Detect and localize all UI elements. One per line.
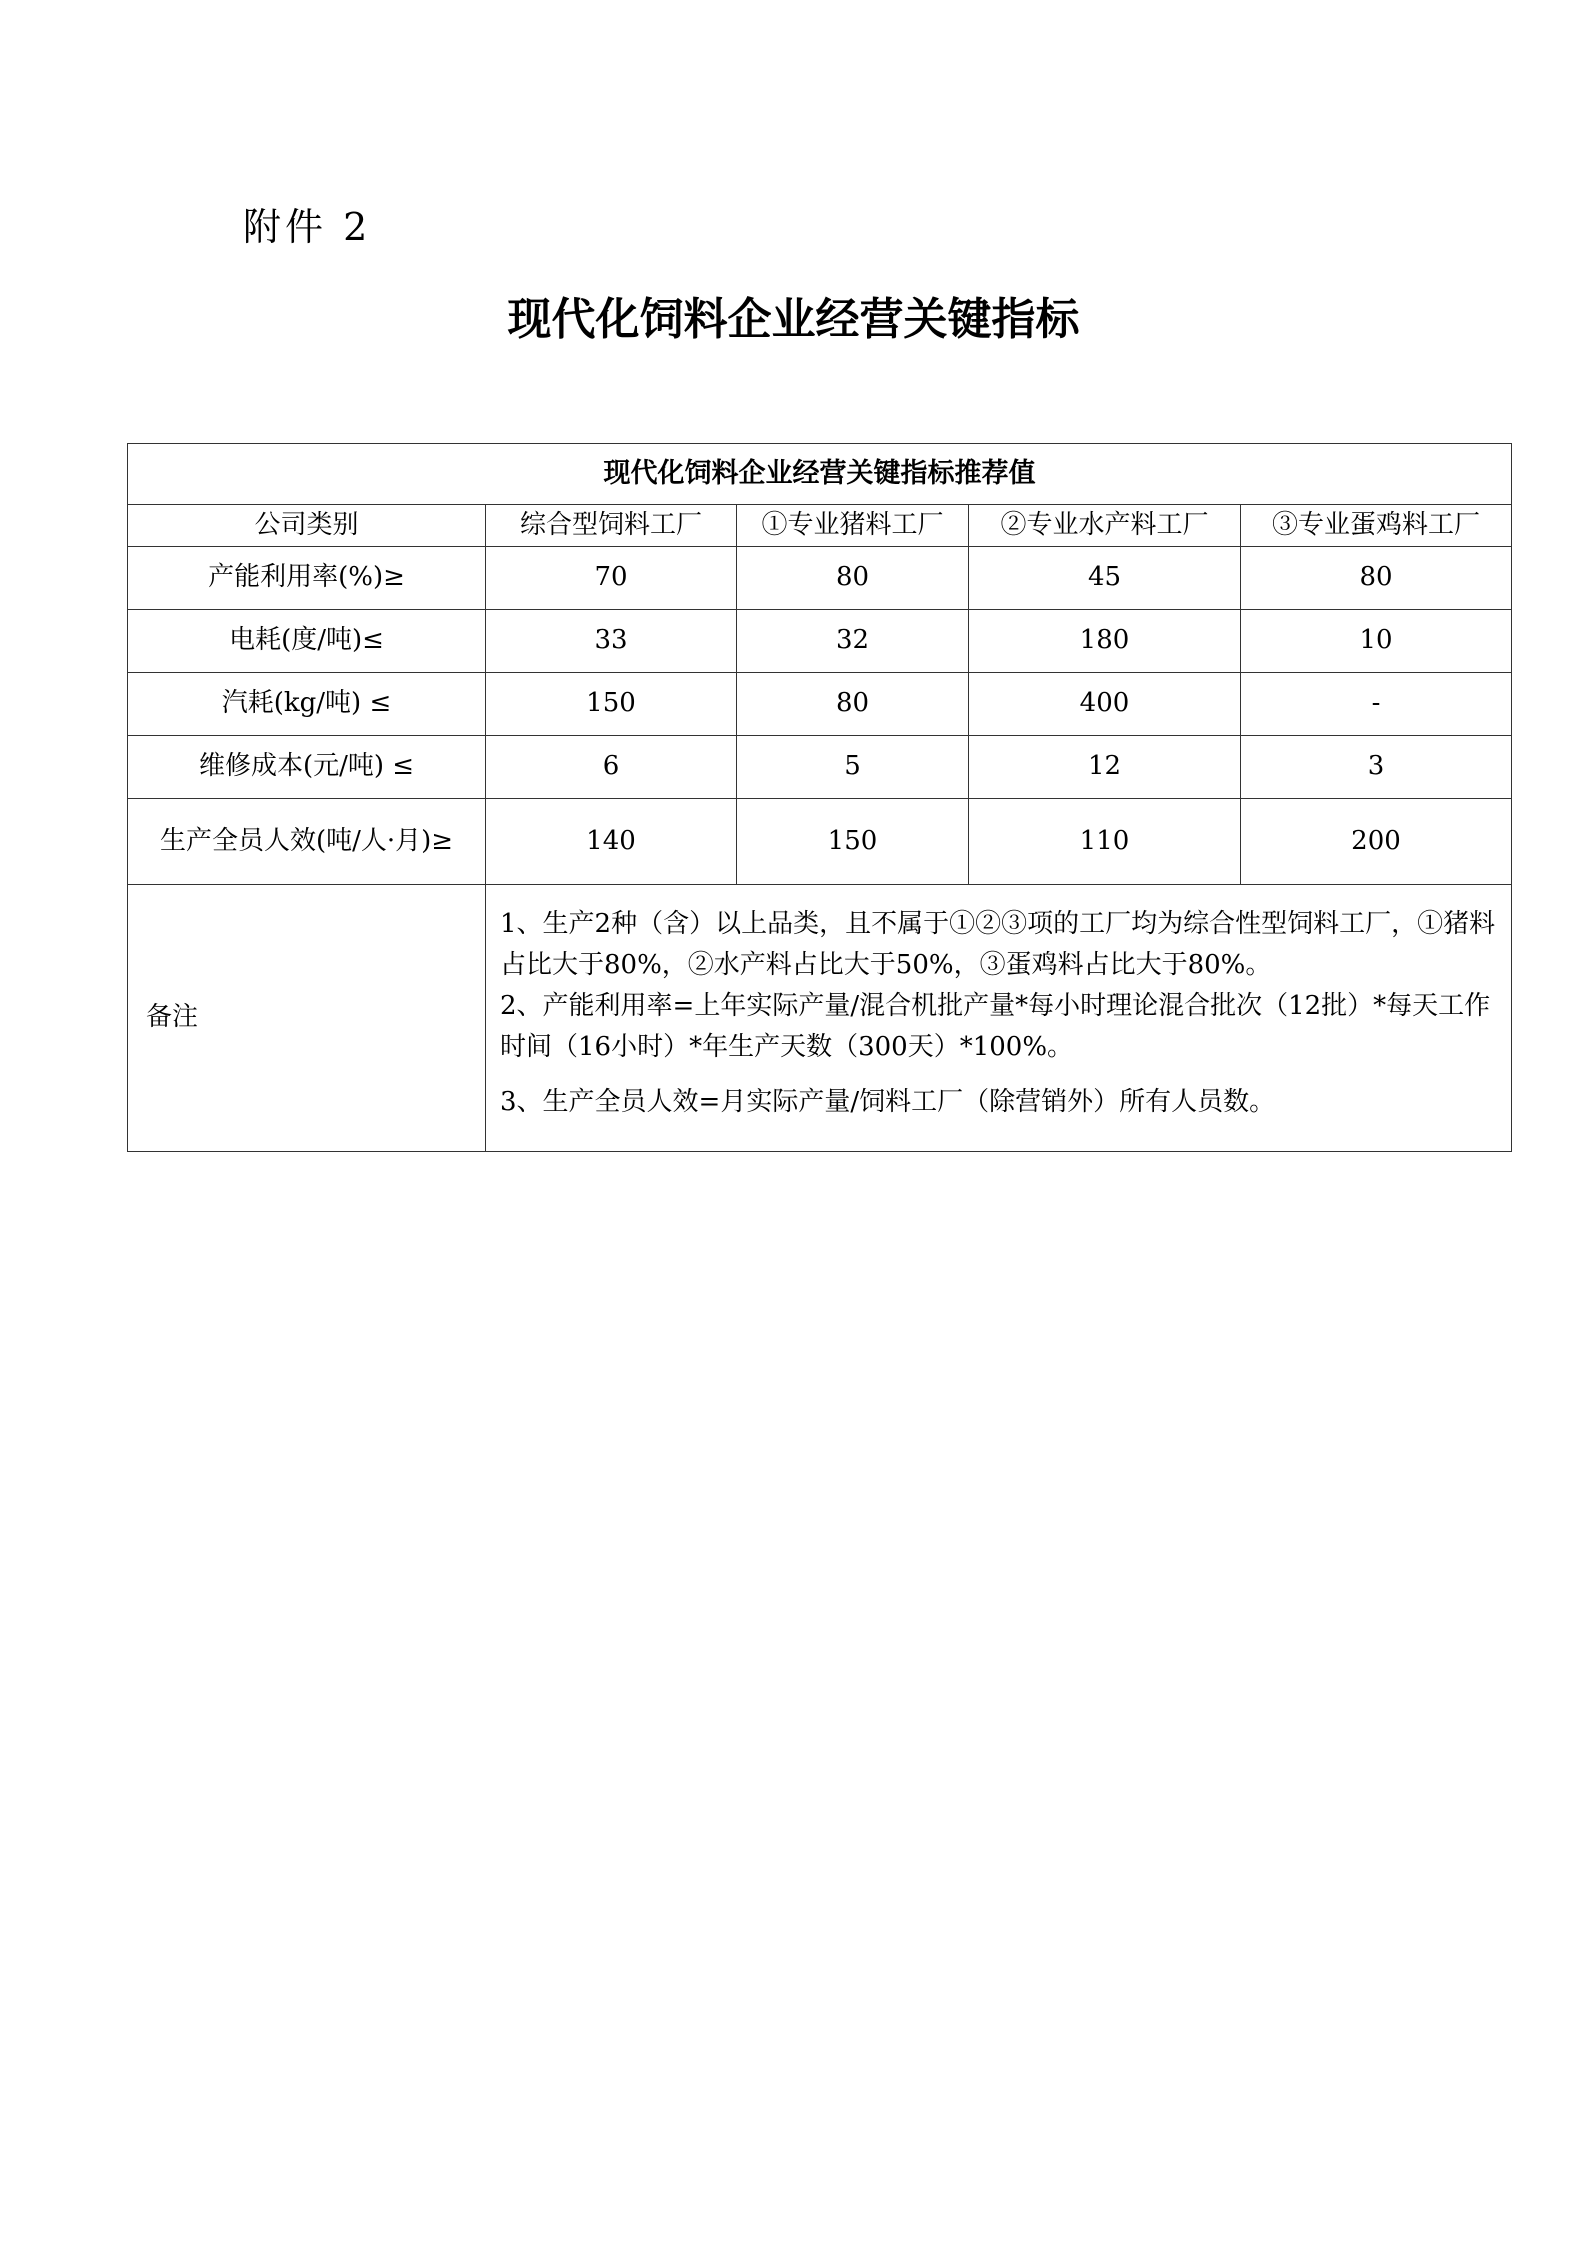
table-cell: 150	[737, 799, 969, 885]
table-cell: 32	[737, 610, 969, 673]
header-aquatic-feed-factory: ②专业水产料工厂	[969, 505, 1241, 547]
row-label: 维修成本(元/吨) ≤	[128, 736, 486, 799]
table-cell: 33	[486, 610, 737, 673]
notes-row	[128, 885, 1512, 1152]
table-row	[128, 736, 1512, 799]
row-label: 汽耗(kg/吨) ≤	[128, 673, 486, 736]
notes-label: 备注	[128, 885, 486, 1152]
table-row	[128, 610, 1512, 673]
row-label: 生产全员人效(吨/人·月)≥	[128, 799, 486, 885]
header-company-type: 公司类别	[128, 505, 486, 547]
table-cell: 3	[1241, 736, 1512, 799]
table-cell: 150	[486, 673, 737, 736]
table-cell: 70	[486, 547, 737, 610]
table-row	[128, 799, 1512, 885]
table-cell: 140	[486, 799, 737, 885]
table-header-row	[128, 505, 1512, 547]
note-item: 3、生产全员人效=月实际产量/饲料工厂（除营销外）所有人员数。	[500, 1086, 1276, 1117]
table-cell: 400	[969, 673, 1241, 736]
table-cell: 6	[486, 736, 737, 799]
table-cell: -	[1241, 673, 1512, 736]
kpi-table	[127, 443, 1512, 1152]
table-cell: 180	[969, 610, 1241, 673]
row-label: 电耗(度/吨)≤	[128, 610, 486, 673]
table-cell: 45	[969, 547, 1241, 610]
header-pig-feed-factory: ①专业猪料工厂	[737, 505, 969, 547]
table-row	[128, 673, 1512, 736]
note-item: 1、生产2种（含）以上品类，且不属于①②③项的工厂均为综合性型饲料工厂，①猪料占比大于80%，②水产料占比大于50%，③蛋鸡料占比大于80%。	[500, 908, 1496, 980]
table-cell: 80	[737, 673, 969, 736]
document-title: 现代化饲料企业经营关键指标	[507, 294, 1080, 345]
note-item: 2、产能利用率=上年实际产量/混合机批产量*每小时理论混合批次（12批）*每天工作时间（16小时）*年生产天数（300天）*100%。	[500, 990, 1491, 1062]
table-cell: 80	[737, 547, 969, 610]
notes-body	[486, 885, 1512, 1152]
table-caption: 现代化饲料企业经营关键指标推荐值	[128, 444, 1512, 505]
table-cell: 10	[1241, 610, 1512, 673]
table-cell: 5	[737, 736, 969, 799]
header-comprehensive-factory: 综合型饲料工厂	[486, 505, 737, 547]
table-cell: 12	[969, 736, 1241, 799]
table-caption-row	[128, 444, 1512, 505]
table-cell: 110	[969, 799, 1241, 885]
table-cell: 80	[1241, 547, 1512, 610]
table-cell: 200	[1241, 799, 1512, 885]
header-layer-feed-factory: ③专业蛋鸡料工厂	[1241, 505, 1512, 547]
table-row	[128, 547, 1512, 610]
attachment-label: 附件 2	[243, 205, 372, 249]
row-label: 产能利用率(%)≥	[128, 547, 486, 610]
